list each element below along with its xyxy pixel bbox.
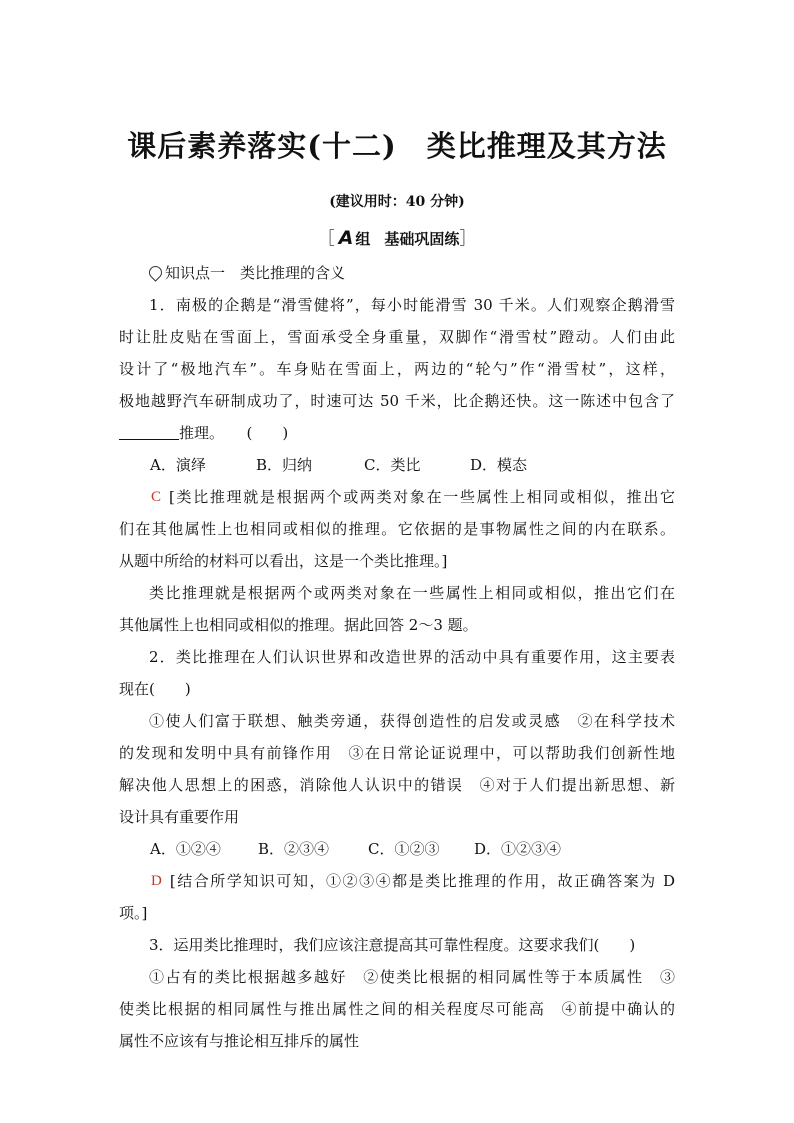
q2-option-a: A．①②④ bbox=[150, 840, 221, 858]
page-title: 课后素养落实(十二) 类比推理及其方法 bbox=[127, 129, 667, 163]
q3-line: 3．运用类比推理时，我们应该注意提高其可靠性程度。这要求我们( ) bbox=[149, 936, 636, 954]
q2-statement: 解决他人思想上的困惑，消除他人认识中的错误 ④对于人们提出新思想、新 bbox=[119, 776, 675, 794]
q2-line: 2．类比推理在人们认识世界和改造世界的活动中具有重要作用，这主要表 bbox=[149, 648, 675, 666]
q2-explanation: 项。] bbox=[119, 904, 148, 922]
q1-option-a: A．演绎 bbox=[150, 456, 206, 474]
answer-blank bbox=[119, 425, 179, 440]
group-header bbox=[0, 224, 794, 249]
q2-statement: ①使人们富于联想、触类旁通，获得创造性的启发或灵感 ②在科学技术 bbox=[149, 712, 675, 730]
q1-option-b: B．归纳 bbox=[256, 456, 313, 474]
q2-answer-line bbox=[151, 871, 675, 891]
q1-line: 极地越野汽车研制成功了，时速可达 50 千米，比企鹅还快。这一陈述中包含了 bbox=[119, 392, 675, 410]
q3-statement: 使类比根据的相同属性与推出属性之间的相关程度尽可能高 ④前提中确认的 bbox=[119, 1000, 675, 1018]
group-label: 组 bbox=[355, 230, 371, 248]
q3-statement: 属性不应该有与推论相互排斥的属性 bbox=[119, 1032, 360, 1050]
q2-option-c: C．①②③ bbox=[368, 840, 440, 858]
q1-explanation: 从题中所给的材料可以看出，这是一个类比推理。] bbox=[119, 552, 448, 570]
q1-option-d: D．模态 bbox=[470, 456, 528, 474]
intro-line: 类比推理就是根据两个或两类对象在一些属性上相同或相似，推出它们在 bbox=[149, 584, 675, 602]
q2-options bbox=[150, 839, 706, 859]
q1-options bbox=[150, 455, 706, 475]
group-bracket-close: ］ bbox=[459, 229, 477, 249]
q1-answer: C bbox=[151, 489, 162, 505]
q1-explanation: [类比推理就是根据两个或两类对象在一些属性上相同或相似，推出它 bbox=[169, 488, 675, 506]
group-subtitle: 基础巩固练 bbox=[384, 230, 460, 248]
suggested-time: (建议用时：40 分钟) bbox=[329, 194, 465, 210]
intro-line: 其他属性上也相同或相似的推理。据此回答 2～3 题。 bbox=[119, 616, 478, 634]
q2-statement: 的发现和发明中具有前锋作用 ③在日常论证说理中，可以帮助我们创新性地 bbox=[119, 744, 675, 762]
q1-line-blank bbox=[119, 423, 675, 443]
q2-answer: D bbox=[151, 873, 162, 889]
q2-option-d: D．①②③④ bbox=[474, 840, 562, 858]
q2-explanation: [结合所学知识可知，①②③④都是类比推理的作用，故正确答案为 D bbox=[169, 872, 675, 890]
q1-option-c: C．类比 bbox=[364, 456, 421, 474]
group-bracket-open: ［ bbox=[317, 229, 335, 249]
q1-line: 1．南极的企鹅是“滑雪健将”，每小时能滑雪 30 千米。人们观察企鹅滑雪 bbox=[149, 296, 675, 314]
knowledge-point-text: 知识点一 类比推理的含义 bbox=[165, 264, 346, 282]
knowledge-point-heading bbox=[149, 263, 705, 283]
q1-line: 时让肚皮贴在雪面上，雪面承受全身重量，双脚作“滑雪杖”蹬动。人们由此 bbox=[119, 328, 675, 346]
q2-option-b: B．②③④ bbox=[258, 840, 330, 858]
q2-line: 现在( ) bbox=[119, 680, 191, 698]
knowledge-point-icon bbox=[146, 263, 164, 281]
q1-tail: 推理。 ( ) bbox=[179, 424, 289, 442]
q1-answer-line bbox=[151, 487, 675, 507]
group-letter: A bbox=[338, 227, 354, 249]
q2-statement: 设计具有重要作用 bbox=[119, 808, 240, 826]
q1-line: 设计了“极地汽车”。车身贴在雪面上，两边的“轮勺”作“滑雪杖”，这样， bbox=[119, 360, 675, 378]
q1-explanation: 们在其他属性上也相同或相似的推理。它依据的是事物属性之间的内在联系。 bbox=[119, 520, 675, 538]
q3-statement: ①占有的类比根据越多越好 ②使类比根据的相同属性等于本质属性 ③ bbox=[149, 968, 675, 986]
